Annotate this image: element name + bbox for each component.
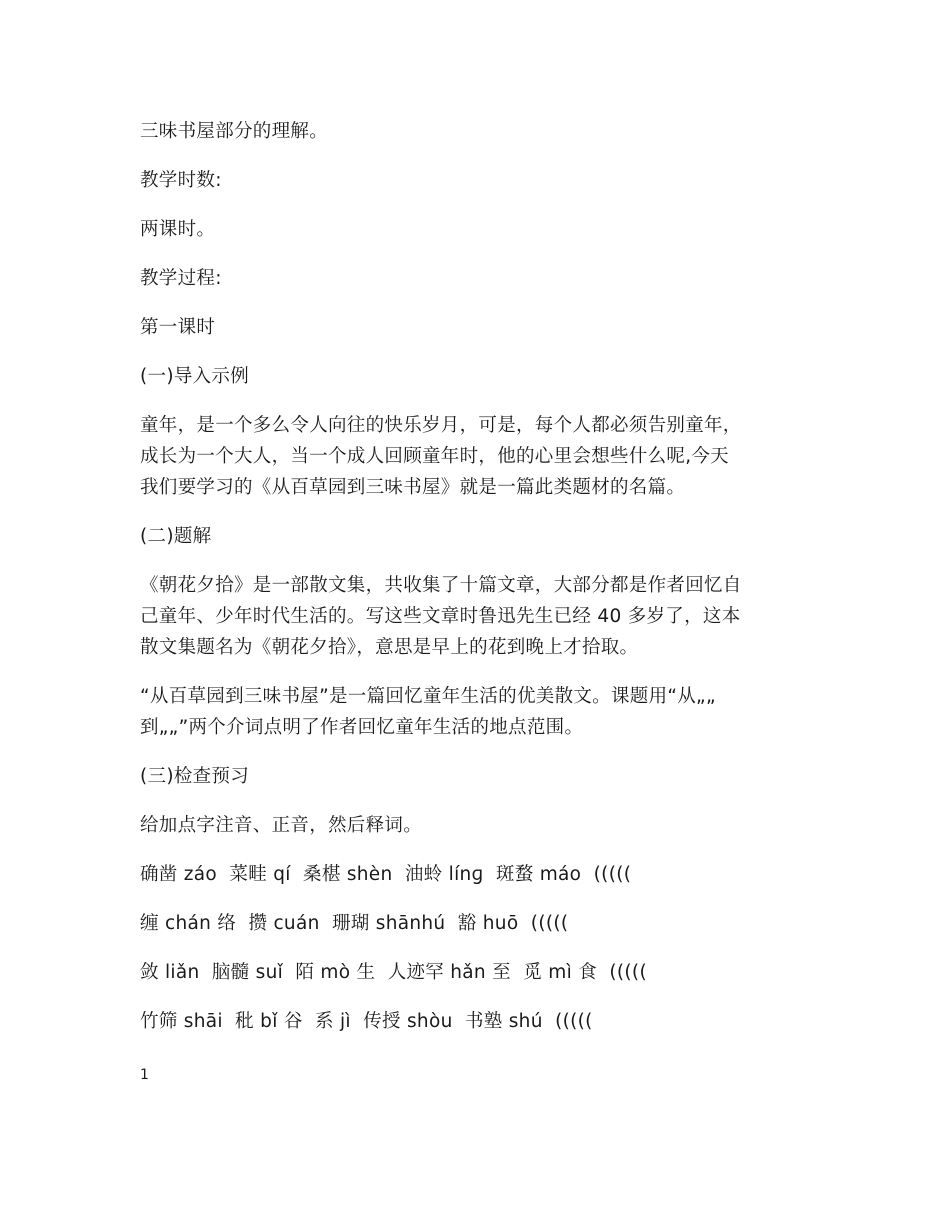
vocab-line-3: 敛 liǎn 脑髓 suǐ 陌 mò 生 人迹罕 hǎn 至 觅 mì 食 ((((( — [140, 962, 647, 983]
section-heading-intro: (一)导入示例 — [140, 366, 250, 387]
paragraph-intro-line: 三味书屋部分的理解。 — [140, 121, 329, 142]
page-body — [140, 116, 820, 1055]
page-number: 1 — [140, 1067, 149, 1083]
paragraph-teaching-hours-value: 两课时。 — [140, 219, 216, 240]
paragraph-first-lesson: 第一课时 — [140, 317, 216, 338]
paragraph-collection: 《朝花夕拾》是一部散文集，共收集了十篇文章，大部分都是作者回忆自 己童年、少年时代生活的。写这些文章时鲁迅先生已经 40 多岁了，这本 散文集题名为《朝花夕拾》，意思是早上的花到晚上才拾取。 — [140, 575, 742, 658]
section-heading-preview-check: (三)检查预习 — [140, 766, 250, 787]
paragraph-teaching-hours-heading: 教学时数: — [140, 170, 222, 191]
vocab-line-1: 确凿 záo 菜畦 qí 桑椹 shèn 油蛉 línɡ 斑蝥 máo ((((( — [140, 864, 632, 885]
paragraph-childhood: 童年，是一个多么令人向往的快乐岁月，可是，每个人都必须告别童年， 成长为一个大人，当一个成人回顾童年时，他的心里会想些什么呢,今天 我们要学习的《从百草园到三味书屋》就是一篇此类题材的名篇。 — [140, 415, 742, 498]
vocab-line-2: 缠 chán 络 攒 cuán 珊瑚 shānhú 豁 huō ((((( — [140, 913, 569, 934]
paragraph-instructions: 给加点字注音、正音，然后释词。 — [140, 815, 423, 836]
paragraph-essay-title: “从百草园到三味书屋”是一篇回忆童年生活的优美散文。课题用“从„„ 到„„”两个介词点明了作者回忆童年生活的地点范围。 — [140, 686, 716, 738]
section-heading-title-explanation: (二)题解 — [140, 526, 212, 547]
paragraph-process-heading: 教学过程: — [140, 268, 222, 289]
vocab-line-4: 竹筛 shāi 秕 bǐ 谷 系 jì 传授 shòu 书塾 shú ((((( — [140, 1011, 593, 1032]
